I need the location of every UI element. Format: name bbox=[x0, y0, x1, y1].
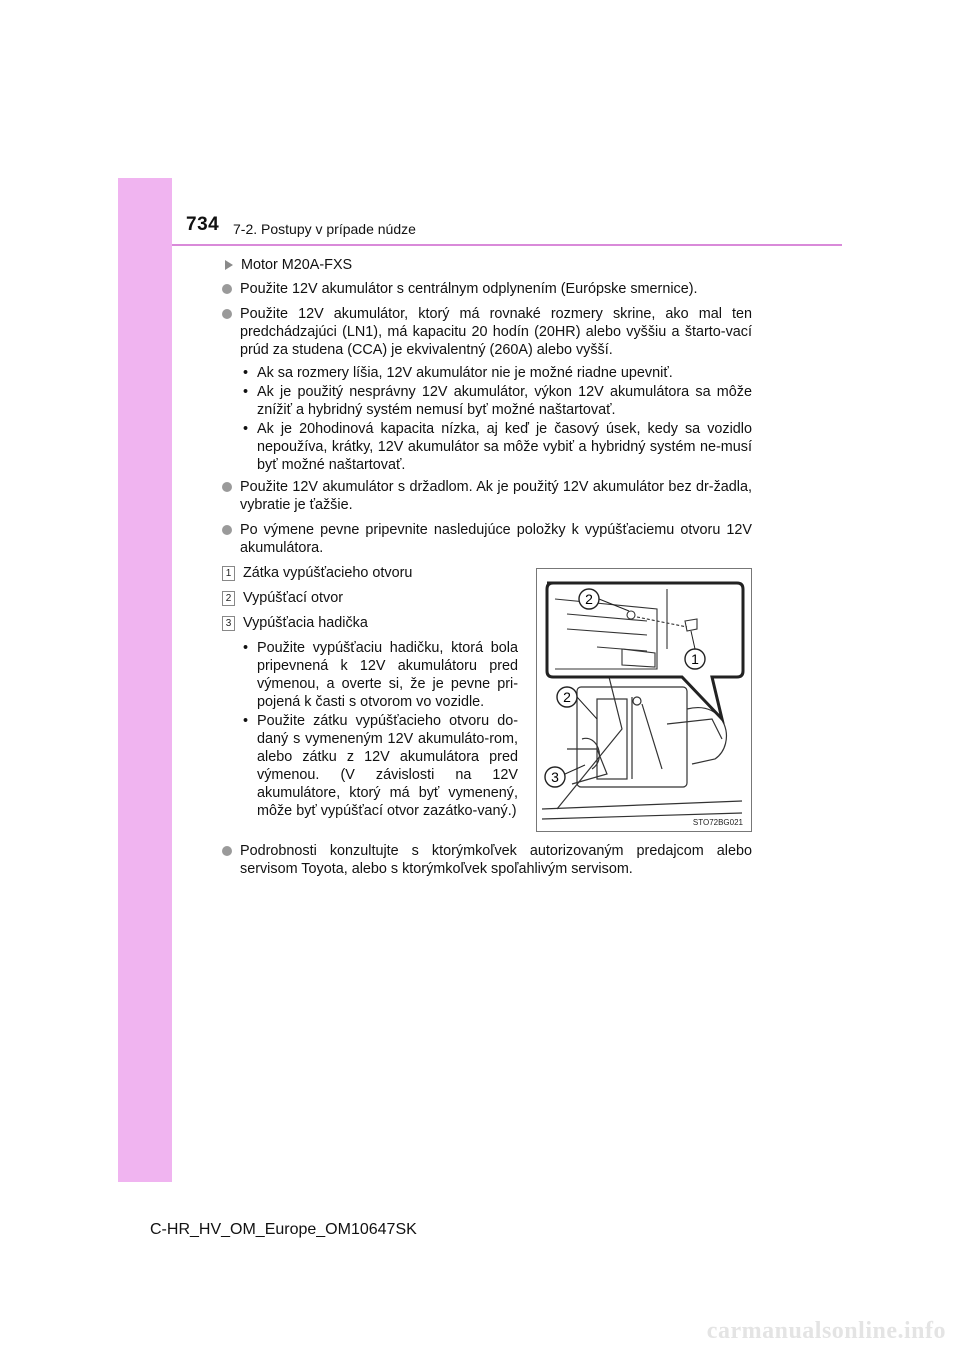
engine-heading bbox=[222, 256, 752, 274]
number-badge: 1 bbox=[222, 566, 235, 581]
bullet-text: Použite 12V akumulátor s držadlom. Ak je použitý 12V akumulátor bez dr-žadla, vybratie je ťažšie. bbox=[240, 479, 752, 513]
figure-code: STO72BG021 bbox=[692, 818, 743, 827]
sub-bullet: • Ak je 20hodinová kapacita nízka, aj keď je časový úsek, kedy sa vozidlo nepoužíva, krátky, 12V akumulátor sa môže vybiť a hybridný systém ne-musí byť možné naštartovať. bbox=[240, 420, 752, 474]
parts-section bbox=[222, 564, 752, 832]
part-item bbox=[222, 564, 518, 582]
number-badge: 3 bbox=[222, 616, 235, 631]
list-item bbox=[222, 521, 752, 557]
list-item bbox=[222, 280, 752, 298]
bullet-icon bbox=[222, 309, 232, 319]
watermark-link[interactable]: carmanualsonline.info bbox=[706, 1318, 946, 1344]
bullet-icon bbox=[222, 284, 232, 294]
sub-bullet: • Ak sa rozmery líšia, 12V akumulátor nie je možné riadne upevniť. bbox=[240, 364, 752, 382]
section-title: 7-2. Postupy v prípade núdze bbox=[233, 221, 416, 237]
parts-list bbox=[222, 564, 518, 832]
list-item bbox=[222, 842, 752, 878]
part-label: Zátka vypúšťacieho otvoru bbox=[243, 565, 413, 581]
engine-heading-text: Motor M20A-FXS bbox=[241, 257, 353, 273]
bullet-icon bbox=[222, 846, 232, 856]
sub-bullet: • Ak je použitý nesprávny 12V akumulátor, výkon 12V akumulátora sa môže znížiť a hybridný systém nemusí byť možné naštartovať. bbox=[240, 383, 752, 419]
page-number: 734 bbox=[186, 214, 220, 235]
sub-bullet-list bbox=[240, 364, 752, 474]
bullet-text: Použite 12V akumulátor, ktorý má rovnaké rozmery skrine, ako mal ten predchádzajúci (LN1), má kapacitu 20 hodín (20HR) alebo vyššiu a štarto-vací prúd za studena (CCA) je ekvivalentný (260A) alebo vyšší. bbox=[240, 306, 752, 358]
part-item bbox=[222, 614, 518, 632]
footer-doc-id: C-HR_HV_OM_Europe_OM10647SK bbox=[150, 1221, 417, 1238]
header-divider bbox=[172, 244, 842, 246]
bullet-icon bbox=[222, 482, 232, 492]
list-item bbox=[222, 478, 752, 514]
bullet-text: Použite 12V akumulátor s centrálnym odplynením (Európske smernice). bbox=[240, 281, 698, 297]
part-label: Vypúšťacia hadička bbox=[243, 615, 368, 631]
battery-drain-illustration bbox=[536, 568, 752, 832]
sub-bullet: • Použite vypúšťaciu hadičku, ktorá bola pripevnená k 12V akumulátoru pred výmenou, a overte si, že je pevne pri-pojená k časti s otvorom vo vozidle. bbox=[240, 639, 518, 711]
svg-text:2: 2 bbox=[585, 591, 593, 607]
svg-text:3: 3 bbox=[551, 769, 559, 785]
svg-text:1: 1 bbox=[691, 651, 699, 667]
part-item bbox=[222, 589, 518, 607]
number-badge: 2 bbox=[222, 591, 235, 606]
list-item bbox=[222, 305, 752, 359]
bullet-icon bbox=[222, 525, 232, 535]
part-sub-bullets bbox=[240, 639, 518, 820]
page-content bbox=[222, 256, 752, 885]
svg-text:2: 2 bbox=[563, 689, 571, 705]
chapter-tab bbox=[118, 178, 172, 1182]
triangle-icon bbox=[225, 260, 233, 270]
bullet-text: Podrobnosti konzultujte s ktorýmkoľvek autorizovaným predajcom alebo servisom Toyota, alebo s ktorýmkoľvek spoľahlivým servisom. bbox=[240, 843, 752, 877]
bullet-text: Po výmene pevne pripevnite nasledujúce položky k vypúšťaciemu otvoru 12V akumulátora. bbox=[240, 522, 752, 556]
part-label: Vypúšťací otvor bbox=[243, 590, 344, 606]
sub-bullet: • Použite zátku vypúšťacieho otvoru do-daný s vymeneným 12V akumuláto-rom, alebo zátku z 12V akumulátora pred výmenou. (V závislosti na 12V akumulátore, ktorý má byť vymenený, môže byť vypúšťací otvor zazátko-vaný.) bbox=[240, 712, 518, 820]
